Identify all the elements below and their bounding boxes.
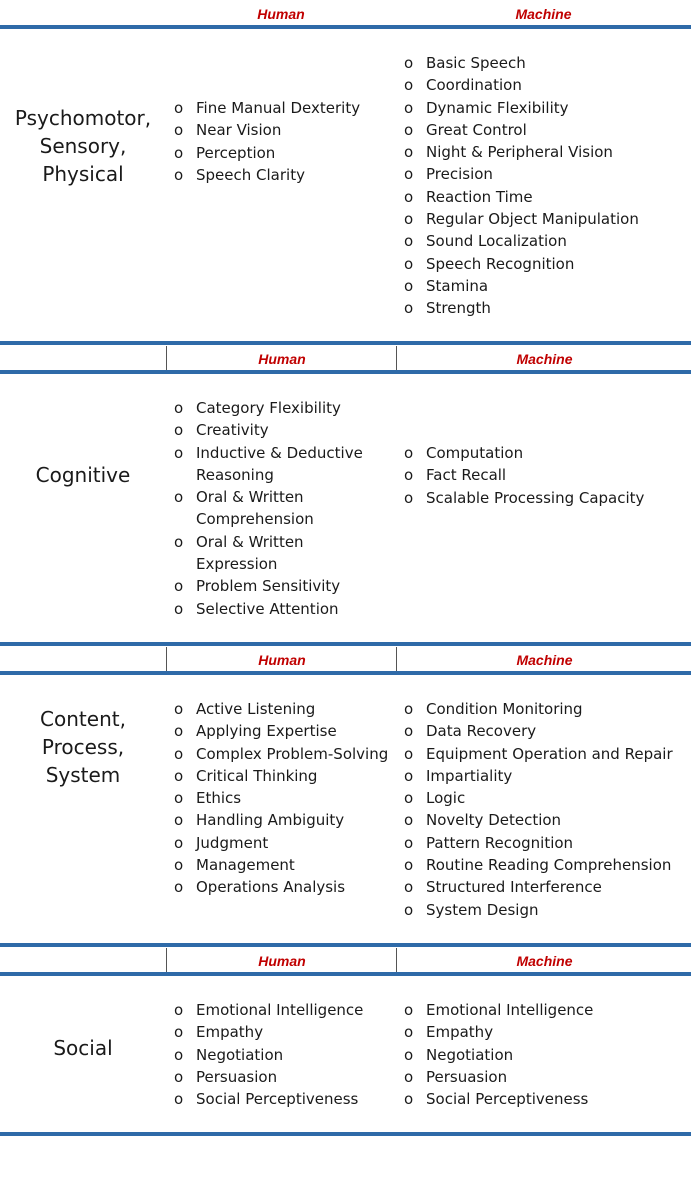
list-item-label: Oral & Written Expression: [196, 532, 304, 574]
list-item-label: Critical Thinking: [196, 766, 318, 785]
circle-bullet-icon: o: [404, 1023, 414, 1042]
circle-bullet-icon: o: [174, 789, 184, 808]
list-item-label: Logic: [426, 789, 466, 808]
circle-bullet-icon: o: [404, 1001, 414, 1019]
circle-bullet-icon: o: [404, 700, 414, 718]
circle-bullet-icon: o: [404, 833, 414, 852]
human-column-header: Human: [166, 647, 397, 673]
machine-ability-list: [396, 698, 691, 921]
circle-bullet-icon: o: [404, 299, 414, 318]
list-item-label: Computation: [426, 444, 524, 462]
list-item: [166, 999, 396, 1021]
list-item: [396, 141, 691, 163]
header-divider: [0, 25, 691, 29]
list-item: [396, 1044, 691, 1066]
list-item: [396, 97, 691, 119]
circle-bullet-icon: o: [404, 1090, 414, 1109]
human-ability-list: [166, 397, 366, 620]
circle-bullet-icon: o: [174, 577, 184, 596]
list-item: [166, 787, 396, 809]
circle-bullet-icon: o: [404, 466, 414, 485]
circle-bullet-icon: o: [174, 165, 184, 184]
list-item: [396, 765, 691, 787]
column-header-row: [0, 1, 691, 27]
list-item-label: System Design: [426, 900, 539, 919]
list-item: [166, 809, 396, 831]
category-label-line: Social: [53, 1036, 113, 1060]
circle-bullet-icon: o: [404, 444, 414, 462]
circle-bullet-icon: o: [404, 143, 414, 162]
section-divider: [0, 642, 691, 646]
circle-bullet-icon: o: [404, 811, 414, 830]
list-item: [396, 1021, 691, 1043]
circle-bullet-icon: o: [174, 1001, 184, 1019]
list-item-label: Near Vision: [196, 121, 282, 140]
circle-bullet-icon: o: [404, 1045, 414, 1064]
list-item-label: Management: [196, 856, 295, 875]
circle-bullet-icon: o: [404, 722, 414, 741]
list-item-label: Reaction Time: [426, 187, 533, 206]
circle-bullet-icon: o: [174, 488, 184, 507]
list-item: [166, 419, 366, 441]
list-item: [166, 743, 396, 765]
list-item-label: Empathy: [196, 1023, 264, 1042]
list-item: [396, 854, 691, 876]
list-item-label: Social Perceptiveness: [196, 1090, 359, 1109]
list-item: [396, 186, 691, 208]
circle-bullet-icon: o: [404, 900, 414, 919]
list-item: [166, 531, 366, 576]
list-item-label: Speech Clarity: [196, 165, 305, 184]
list-item: [166, 854, 396, 876]
list-item-label: Stamina: [426, 276, 489, 295]
list-item: [396, 809, 691, 831]
list-item: [396, 442, 691, 464]
column-header-row: [0, 948, 691, 974]
list-item: [396, 899, 691, 921]
list-item: [396, 230, 691, 252]
circle-bullet-icon: o: [404, 210, 414, 229]
header-divider: [0, 370, 691, 374]
list-item: [396, 1088, 691, 1110]
circle-bullet-icon: o: [174, 443, 184, 462]
list-item-label: Ethics: [196, 789, 242, 808]
human-column-header: Human: [257, 6, 305, 22]
list-item-label: Fine Manual Dexterity: [196, 99, 361, 117]
list-item: [166, 720, 396, 742]
circle-bullet-icon: o: [404, 856, 414, 875]
circle-bullet-icon: o: [404, 488, 414, 507]
circle-bullet-icon: o: [174, 878, 184, 897]
circle-bullet-icon: o: [174, 700, 184, 718]
list-item: [396, 275, 691, 297]
list-item-label: Precision: [426, 165, 493, 184]
circle-bullet-icon: o: [404, 878, 414, 897]
list-item-label: Great Control: [426, 120, 527, 139]
list-item: [166, 765, 396, 787]
list-item-label: Strength: [426, 299, 491, 318]
list-item: [396, 52, 691, 74]
circle-bullet-icon: o: [174, 421, 184, 440]
category-label: [0, 705, 166, 789]
machine-column-header: Machine: [515, 6, 572, 22]
circle-bullet-icon: o: [174, 744, 184, 763]
list-item: [166, 442, 366, 487]
circle-bullet-icon: o: [174, 766, 184, 785]
list-item: [396, 743, 691, 765]
list-item-label: Routine Reading Comprehension: [426, 856, 672, 875]
circle-bullet-icon: o: [174, 833, 184, 852]
circle-bullet-icon: o: [174, 1045, 184, 1064]
column-header-row: [0, 346, 691, 372]
circle-bullet-icon: o: [174, 1067, 184, 1086]
list-item-label: Negotiation: [196, 1045, 284, 1064]
list-item-label: Empathy: [426, 1023, 494, 1042]
machine-ability-list: [396, 52, 691, 320]
list-item: [166, 486, 366, 531]
list-item-label: Applying Expertise: [196, 722, 337, 741]
list-item: [166, 1088, 396, 1110]
circle-bullet-icon: o: [404, 120, 414, 139]
list-item-label: Sound Localization: [426, 232, 567, 251]
circle-bullet-icon: o: [404, 98, 414, 117]
list-item: [166, 97, 396, 119]
circle-bullet-icon: o: [174, 143, 184, 162]
list-item: [396, 74, 691, 96]
list-item: [396, 1066, 691, 1088]
human-ability-list: [166, 97, 396, 186]
list-item-label: Handling Ambiguity: [196, 811, 345, 830]
list-item-label: Scalable Processing Capacity: [426, 488, 645, 507]
list-item: [396, 208, 691, 230]
category-label: [0, 1034, 166, 1062]
list-item: [166, 1021, 396, 1043]
list-item-label: Data Recovery: [426, 722, 537, 741]
list-item-label: Persuasion: [196, 1067, 278, 1086]
circle-bullet-icon: o: [174, 722, 184, 741]
circle-bullet-icon: o: [404, 254, 414, 273]
list-item-label: Condition Monitoring: [426, 700, 583, 718]
list-item-label: Emotional Intelligence: [196, 1001, 364, 1019]
section-divider: [0, 1132, 691, 1136]
list-item-label: Selective Attention: [196, 599, 339, 618]
list-item-label: Equipment Operation and Repair: [426, 744, 673, 763]
circle-bullet-icon: o: [404, 766, 414, 785]
machine-column-header: Machine: [396, 948, 691, 974]
list-item: [396, 163, 691, 185]
header-divider: [0, 671, 691, 675]
list-item-label: Night & Peripheral Vision: [426, 143, 613, 162]
category-label-line: Sensory,: [39, 134, 127, 158]
list-item: [396, 698, 691, 720]
list-item-label: Negotiation: [426, 1045, 514, 1064]
machine-column-header: Machine: [396, 346, 691, 372]
list-item-label: Inductive & Deductive Reasoning: [196, 443, 363, 484]
circle-bullet-icon: o: [174, 1090, 184, 1109]
circle-bullet-icon: o: [404, 232, 414, 251]
header-divider: [0, 972, 691, 976]
list-item-label: Speech Recognition: [426, 254, 575, 273]
list-item-label: Problem Sensitivity: [196, 577, 341, 596]
list-item-label: Category Flexibility: [196, 399, 341, 417]
list-item-label: Novelty Detection: [426, 811, 562, 830]
list-item: [166, 698, 396, 720]
list-item-label: Operations Analysis: [196, 878, 346, 897]
list-item-label: Emotional Intelligence: [426, 1001, 594, 1019]
circle-bullet-icon: o: [404, 54, 414, 72]
list-item-label: Social Perceptiveness: [426, 1090, 589, 1109]
list-item: [166, 119, 396, 141]
list-item: [166, 397, 366, 419]
circle-bullet-icon: o: [174, 811, 184, 830]
human-ability-list: [166, 698, 396, 899]
list-item-label: Active Listening: [196, 700, 316, 718]
list-item: [166, 832, 396, 854]
list-item: [396, 119, 691, 141]
list-item: [166, 1044, 396, 1066]
list-item: [396, 876, 691, 898]
list-item-label: Regular Object Manipulation: [426, 210, 639, 229]
list-item-label: Structured Interference: [426, 878, 602, 897]
human-column-header: Human: [166, 346, 397, 372]
circle-bullet-icon: o: [174, 399, 184, 417]
category-label-line: Cognitive: [35, 463, 131, 487]
list-item: [166, 1066, 396, 1088]
machine-column-header: Machine: [396, 647, 691, 673]
category-label-line: System: [45, 763, 121, 787]
list-item: [166, 876, 396, 898]
category-label: [0, 104, 166, 188]
machine-ability-list: [396, 999, 691, 1110]
circle-bullet-icon: o: [404, 165, 414, 184]
machine-ability-list: [396, 442, 691, 509]
list-item-label: Basic Speech: [426, 54, 526, 72]
list-item-label: Judgment: [196, 833, 269, 852]
section-divider: [0, 341, 691, 345]
list-item-label: Impartiality: [426, 766, 513, 785]
circle-bullet-icon: o: [404, 1067, 414, 1086]
list-item-label: Coordination: [426, 76, 522, 95]
circle-bullet-icon: o: [174, 856, 184, 875]
circle-bullet-icon: o: [404, 76, 414, 95]
list-item: [166, 598, 366, 620]
list-item: [396, 297, 691, 319]
circle-bullet-icon: o: [174, 532, 184, 551]
list-item: [396, 253, 691, 275]
category-label-line: Psychomotor,: [14, 106, 152, 130]
human-column-header: Human: [166, 948, 397, 974]
circle-bullet-icon: o: [404, 744, 414, 763]
category-label-line: Process,: [41, 735, 125, 759]
list-item: [166, 575, 366, 597]
list-item-label: Fact Recall: [426, 466, 507, 485]
list-item: [396, 487, 691, 509]
section-divider: [0, 943, 691, 947]
list-item: [396, 999, 691, 1021]
category-label-line: Content,: [40, 707, 126, 731]
column-header-row: [0, 647, 691, 673]
list-item: [396, 832, 691, 854]
list-item-label: Perception: [196, 143, 276, 162]
list-item-label: Creativity: [196, 421, 269, 440]
circle-bullet-icon: o: [174, 1023, 184, 1042]
category-label: [0, 461, 166, 489]
list-item: [396, 720, 691, 742]
list-item: [396, 464, 691, 486]
circle-bullet-icon: o: [404, 187, 414, 206]
list-item-label: Persuasion: [426, 1067, 508, 1086]
list-item: [166, 142, 396, 164]
circle-bullet-icon: o: [404, 789, 414, 808]
list-item-label: Dynamic Flexibility: [426, 98, 569, 117]
human-ability-list: [166, 999, 396, 1110]
circle-bullet-icon: o: [174, 99, 184, 117]
list-item: [166, 164, 396, 186]
list-item-label: Complex Problem-Solving: [196, 744, 389, 763]
circle-bullet-icon: o: [174, 121, 184, 140]
list-item: [396, 787, 691, 809]
circle-bullet-icon: o: [404, 276, 414, 295]
circle-bullet-icon: o: [174, 599, 184, 618]
list-item-label: Pattern Recognition: [426, 833, 574, 852]
category-label-line: Physical: [42, 162, 124, 186]
list-item-label: Oral & Written Comprehension: [196, 488, 314, 529]
